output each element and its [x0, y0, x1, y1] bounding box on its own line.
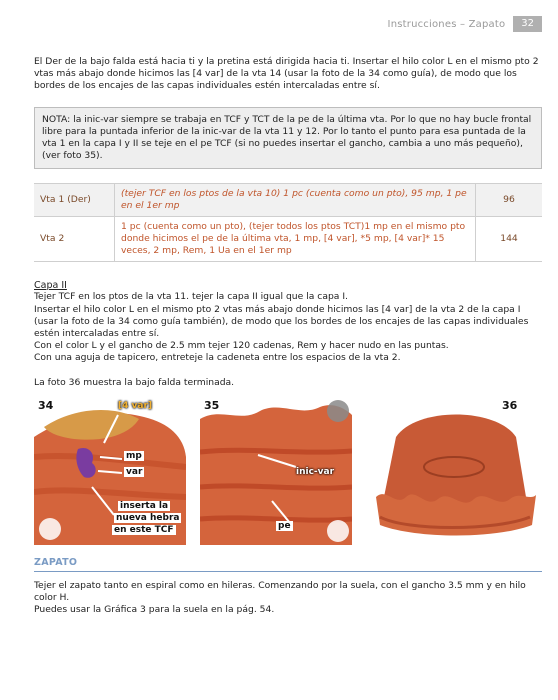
capa-ii-heading: Capa II [34, 280, 67, 292]
row-stitch-count: 96 [476, 184, 543, 217]
capa-ii-line: Tejer TCF en los ptos de la vta 11. tejer la capa II igual que la capa I. [34, 291, 348, 303]
capa-ii-line: Con una aguja de tapicero, entreteje la cadeneta entre los espacios de la vta 2. [34, 352, 401, 364]
photo-label: nueva hebra [116, 512, 180, 523]
photo-label: pe [278, 520, 291, 531]
photo-36-image [366, 397, 542, 545]
row-instructions: (tejer TCF en los ptos de la vta 10) 1 pc (cuenta como un pto), 95 mp, 1 pe en el 1er mp [115, 184, 476, 217]
capa-ii-body [34, 291, 542, 364]
photo-number: 36 [502, 398, 518, 412]
photo-label: inic-var [296, 466, 335, 477]
note-box [34, 107, 542, 170]
zapato-body [34, 580, 542, 617]
photo-label: en este TCF [114, 524, 174, 535]
photo-strip [34, 397, 542, 547]
intro-paragraph: El Der de la bajo falda está hacia ti y la pretina está dirigida hacia ti. Insertar el hilo color L en el mismo pto 2 vtas más abajo donde hicimos las [4 var] de la vta 14 (usar la foto de la 34 como guía), de modo que los bordes de los encajes de las capas individuales estén intercaladas entre sí. [34, 56, 539, 92]
photo-number: 35 [204, 398, 220, 412]
table-row [34, 217, 542, 262]
zapato-paragraph: Puedes usar la Gráfica 3 para la suela en la pág. 54. [34, 604, 275, 616]
photo-label: [4 var] [118, 400, 153, 411]
photo-36 [366, 397, 542, 545]
capa-ii-line: Insertar el hilo color L en el mismo pto 2 vtas más abajo donde hicimos las [4 var] de la vta 2 de la capa I (usar la foto de la 34 como guía también), de modo que los bordes de los encajes de las capas individuales estén intercaladas entre sí. [34, 303, 529, 340]
header-title: Instrucciones – Zapato [387, 18, 506, 30]
photo-label: inserta la [120, 500, 169, 511]
page-header [388, 16, 542, 32]
row-stitch-count: 144 [476, 217, 543, 262]
row-instructions: 1 pc (cuenta como un pto), (tejer todos los ptos TCT)1 mp en el mismo pto donde hicimos el pe de la última vta, 1 mp, [4 var], *5 mp, [4 var]* 15 veces, 2 mp, Rem, 1 Ua en el 1er mp [115, 217, 476, 262]
capa-ii-line: Con el color L y el gancho de 2.5 mm tejer 120 cadenas, Rem y hacer nudo en las puntas. [34, 340, 449, 352]
page-number: 32 [513, 16, 542, 32]
photo-35 [200, 397, 352, 545]
photo-label: var [126, 466, 143, 477]
zapato-paragraph: Tejer el zapato tanto en espiral como en hileras. Comenzando por la suela, con el gancho 3.5 mm y en hilo color H. [34, 579, 526, 604]
row-label: Vta 2 [34, 217, 115, 262]
photo-number: 34 [38, 398, 54, 412]
zapato-heading: ZAPATO [34, 557, 542, 572]
note-text: NOTA: la inic-var siempre se trabaja en TCF y TCT de la pe de la última vta. Por lo que no hay bucle frontal libre para la puntada inferior de la inic-var de la vta 11 y 12. Por lo tanto el punto para esa puntada de la vta 1 en la capa I y II se teje en el pe TCF (si no puedes insertar el gancho, cambia a uno más pequeño), (ver foto 35). [42, 113, 532, 162]
page-content [34, 56, 542, 616]
photos-caption: La foto 36 muestra la bajo falda terminada. [34, 376, 235, 388]
rows-table [34, 183, 542, 262]
photo-34 [34, 397, 186, 545]
row-label: Vta 1 (Der) [34, 184, 115, 217]
table-row [34, 184, 542, 217]
photo-label: mp [126, 450, 142, 461]
